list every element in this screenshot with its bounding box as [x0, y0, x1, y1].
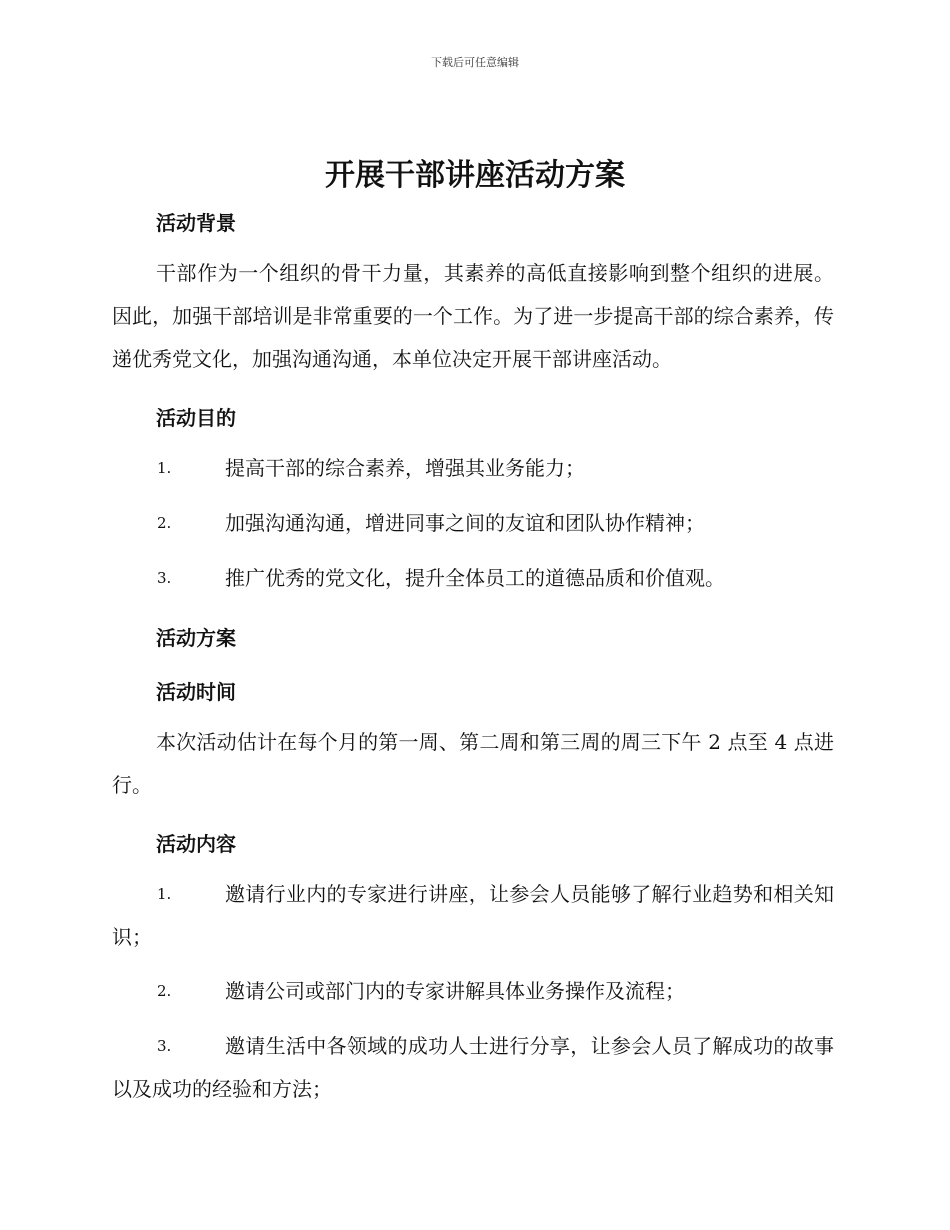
list-item-number: 2. [157, 514, 172, 532]
list-item [112, 970, 834, 1013]
heading-purpose: 活动目的 [156, 406, 236, 430]
header-note: 下载后可任意编辑 [431, 56, 519, 69]
document-title: 开展干部讲座活动方案 [325, 158, 625, 193]
list-item-number: 1. [157, 459, 172, 477]
heading-content: 活动内容 [156, 832, 236, 856]
list-item [112, 873, 834, 959]
list-item-number: 2. [157, 982, 172, 1000]
list-item-text: 邀请行业内的专家进行讲座，让参会人员能够了解行业趋势和相关知识； [112, 882, 834, 949]
list-item-text: 邀请公司或部门内的专家讲解具体业务操作及流程； [225, 979, 685, 1003]
list-item-number: 3. [157, 1037, 172, 1055]
list-item-text: 推广优秀的党文化，提升全体员工的道德品质和价值观。 [225, 566, 725, 590]
heading-time: 活动时间 [156, 680, 236, 704]
list-item-text: 加强沟通沟通，增进同事之间的友谊和团队协作精神； [225, 511, 705, 535]
list-item [112, 1025, 834, 1111]
paragraph-background: 干部作为一个组织的骨干力量，其素养的高低直接影响到整个组织的进展。因此，加强干部培训是非常重要的一个工作。为了进一步提高干部的综合素养，传递优秀党文化，加强沟通沟通，本单位决定开展干部讲座活动。 [112, 261, 834, 371]
heading-plan: 活动方案 [156, 626, 236, 650]
list-item [112, 502, 834, 545]
list-item-number: 3. [157, 569, 172, 587]
list-item-text: 邀请生活中各领域的成功人士进行分享，让参会人员了解成功的故事以及成功的经验和方法； [112, 1034, 834, 1101]
list-item [112, 447, 834, 490]
list-item [112, 557, 834, 600]
list-item-number: 1. [157, 885, 172, 903]
paragraph-time: 本次活动估计在每个月的第一周、第二周和第三周的周三下午 2 点至 4 点进行。 [112, 730, 834, 797]
list-item-text: 提高干部的综合素养，增强其业务能力； [225, 456, 585, 480]
heading-background: 活动背景 [156, 211, 236, 235]
